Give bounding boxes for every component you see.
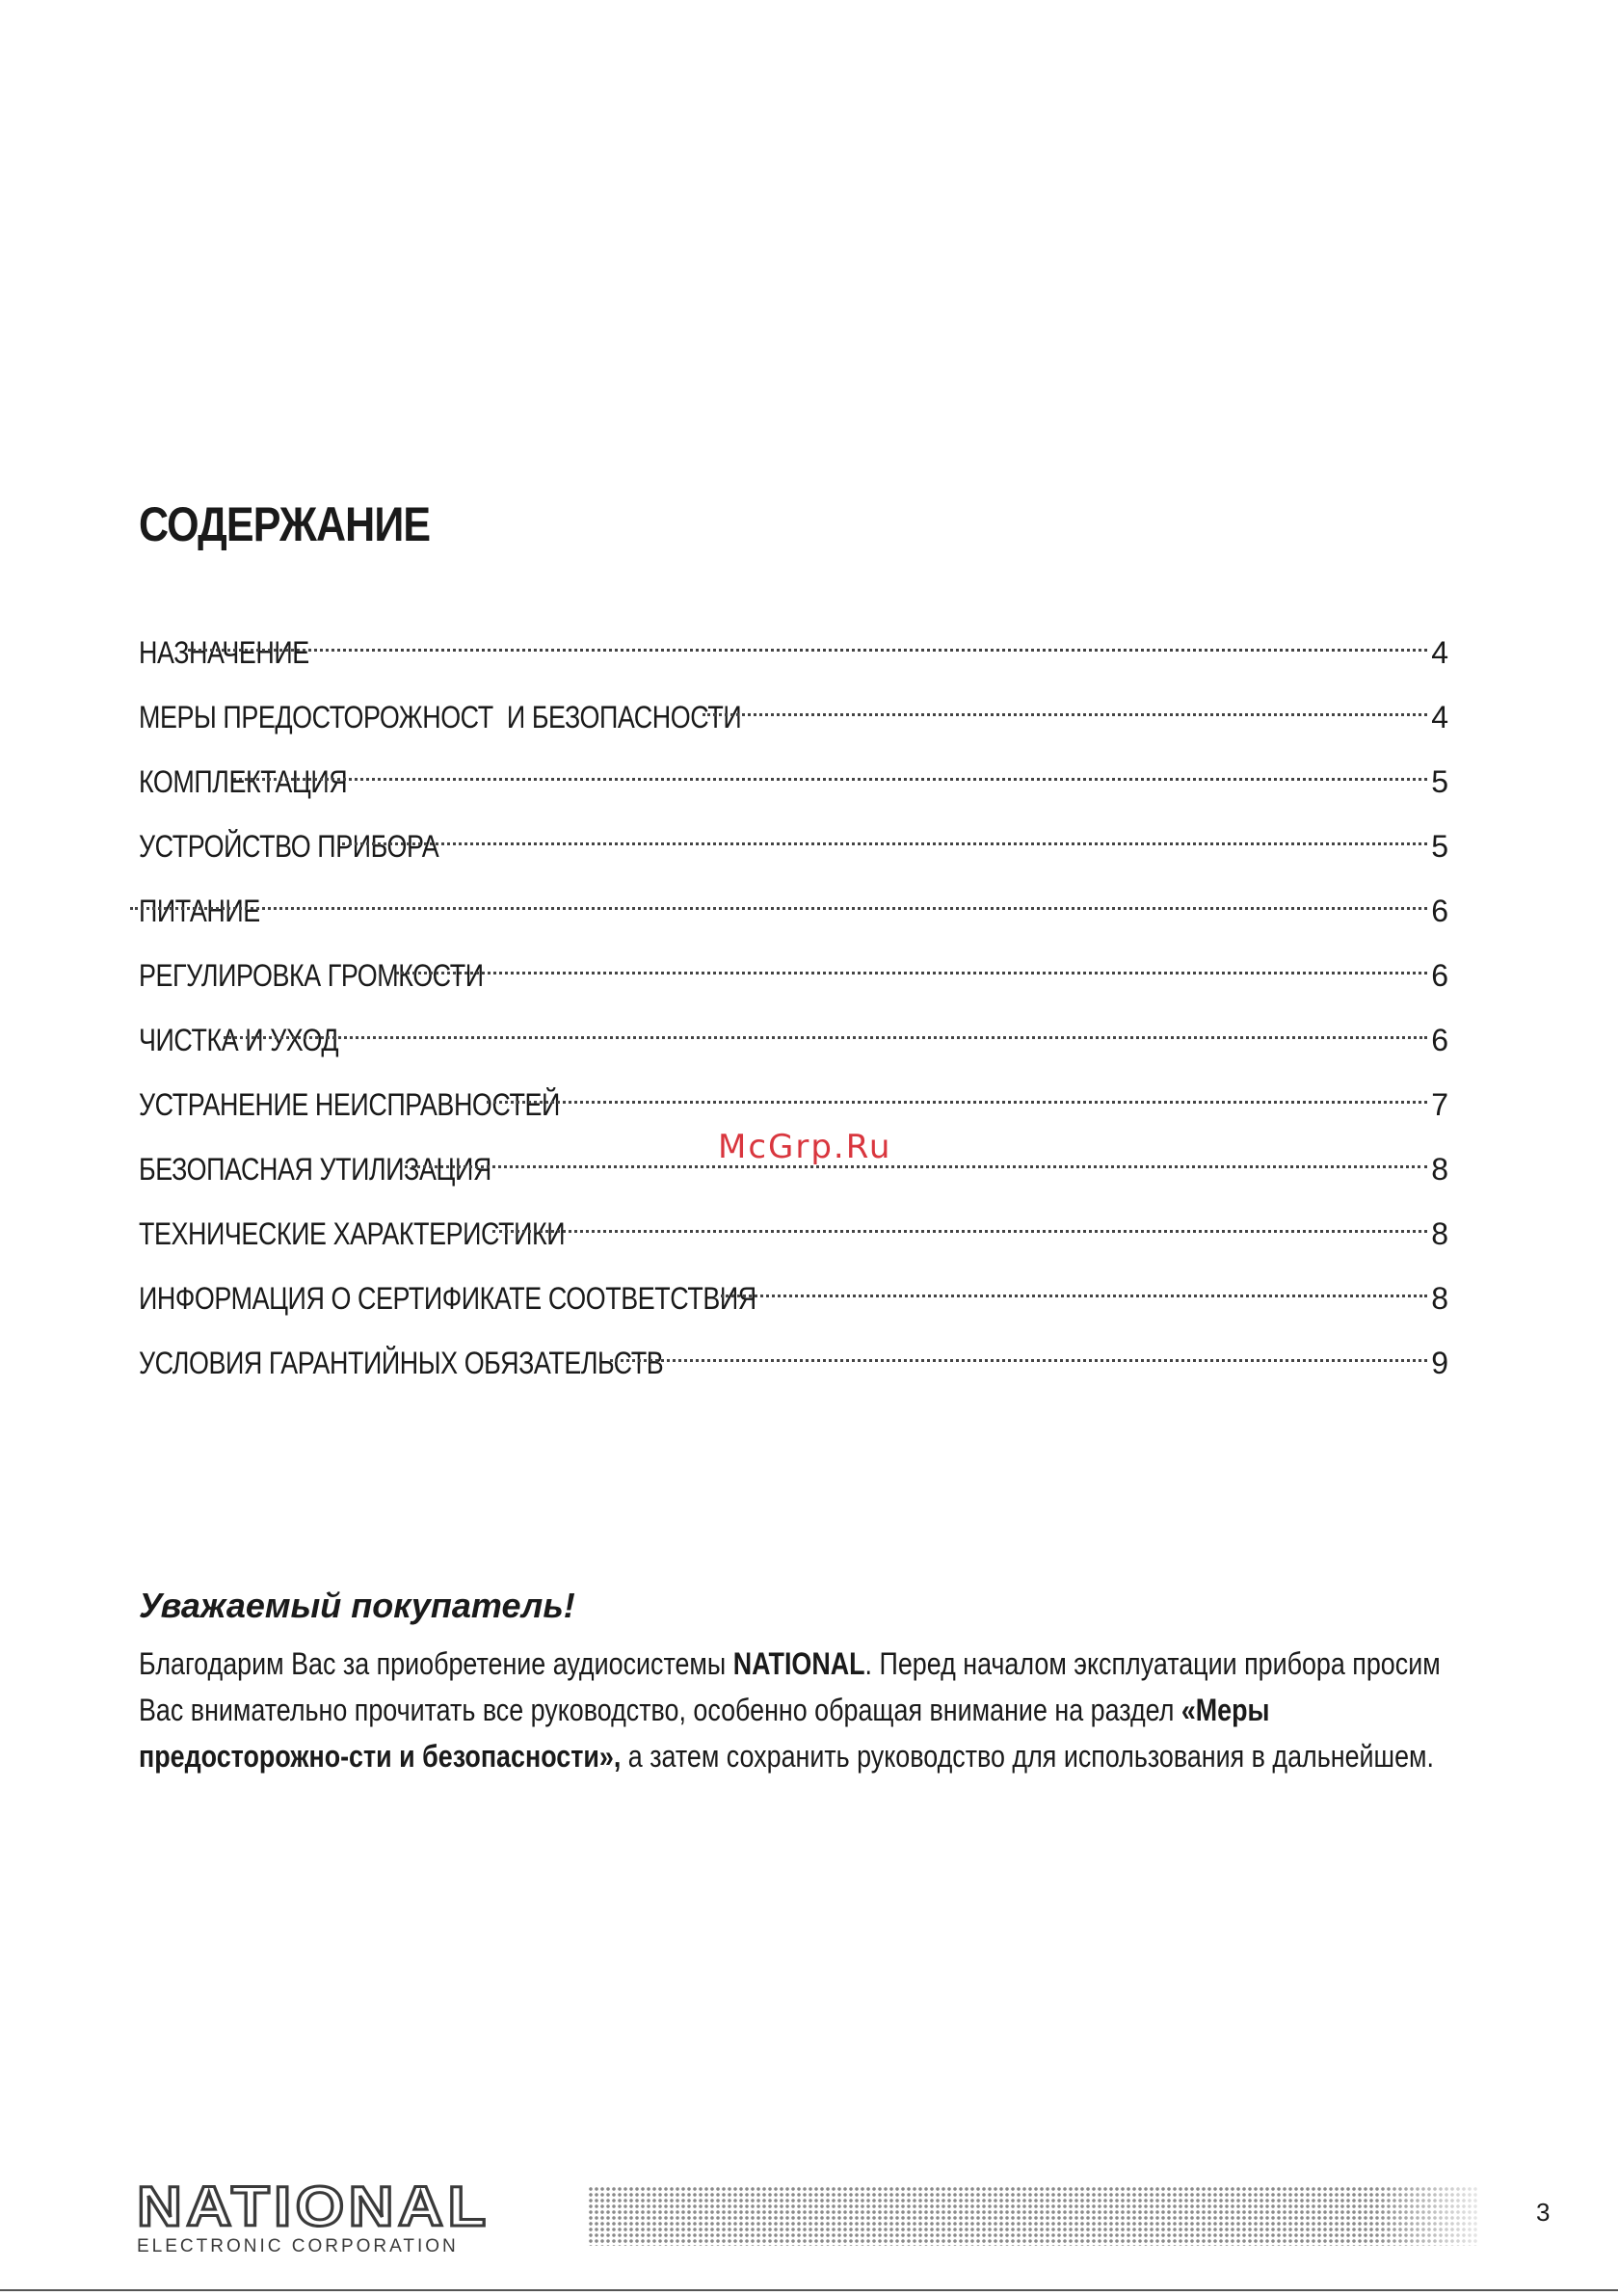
toc-item-page: 9 [1431, 1346, 1448, 1380]
toc-item[interactable] [139, 1002, 1448, 1067]
toc-item-page: 8 [1431, 1281, 1448, 1316]
toc-item[interactable] [139, 1261, 1448, 1325]
toc-item-page: 8 [1431, 1152, 1448, 1187]
toc-item-page: 6 [1431, 958, 1448, 993]
toc-leader-dots [487, 1067, 1427, 1115]
toc-item-page: 4 [1431, 635, 1448, 670]
intro-paragraph [139, 1641, 1478, 1779]
toc-item-label: УСЛОВИЯ ГАРАНТИЙНЫХ ОБЯЗАТЕЛЬСТВ [139, 1346, 664, 1380]
greeting-heading: Уважаемый покупатель! [139, 1586, 575, 1625]
toc-item[interactable] [139, 744, 1448, 809]
toc-item-label: КОМПЛЕКТАЦИЯ [139, 764, 348, 799]
toc-leader-dots [233, 744, 1427, 792]
toc-item-label: ПИТАНИЕ [139, 894, 260, 928]
intro-text: Благодарим Вас за приобретение аудиосистемы [139, 1646, 733, 1681]
intro-text: . Перед началом эксплуатации прибора просим Вас внимательно прочитать все руководство, особенно обращая внимание на раздел [139, 1646, 1441, 1727]
intro-text: а затем сохранить руководство для использования в дальнейшем. [621, 1739, 1434, 1774]
toc-item-page: 7 [1431, 1087, 1448, 1122]
toc-leader-dots [721, 1261, 1427, 1309]
toc-leader-dots [610, 1325, 1427, 1374]
toc-leader-dots [396, 938, 1427, 986]
watermark: McGrp.Ru [718, 1128, 892, 1166]
toc-item[interactable] [139, 873, 1448, 938]
toc-item-page: 6 [1431, 1023, 1448, 1057]
bottom-divider [0, 2289, 1618, 2291]
toc-item[interactable] [139, 809, 1448, 873]
toc-item-page: 5 [1431, 764, 1448, 799]
toc-item[interactable] [139, 1067, 1448, 1132]
toc-item-page: 8 [1431, 1216, 1448, 1251]
toc-item-label: РЕГУЛИРОВКА ГРОМКОСТИ [139, 958, 484, 993]
logo-tagline: ELECTRONIC CORPORATION [137, 2236, 459, 2256]
toc-leader-dots [492, 1196, 1427, 1244]
toc-item[interactable] [139, 1325, 1448, 1390]
toc-item-label: БЕЗОПАСНАЯ УТИЛИЗАЦИЯ [139, 1152, 491, 1187]
toc-item-label: ЧИСТКА И УХОД [139, 1023, 339, 1057]
toc-item-page: 6 [1431, 894, 1448, 928]
toc-item[interactable] [139, 1196, 1448, 1261]
dot-pattern-decoration [588, 2186, 1479, 2246]
toc-leader-dots [342, 809, 1427, 857]
toc-item-label: ТЕХНИЧЕСКИЕ ХАРАКТЕРИСТИКИ [139, 1216, 566, 1251]
toc-item-page: 5 [1431, 829, 1448, 864]
national-logo [137, 2176, 532, 2257]
brand-name: NATIONAL [732, 1646, 865, 1681]
toc-leader-dots [703, 680, 1427, 728]
toc-item[interactable] [139, 680, 1448, 744]
toc-leader-dots [130, 873, 1427, 921]
toc-item-label: ИНФОРМАЦИЯ О СЕРТИФИКАТЕ СООТВЕТСТВИЯ [139, 1281, 756, 1316]
page-number: 3 [1536, 2198, 1551, 2227]
toc-item-label: НАЗНАЧЕНИЕ [139, 635, 309, 670]
toc-item-label: МЕРЫ ПРЕДОСТОРОЖНОСТ И БЕЗОПАСНОСТИ [139, 700, 742, 734]
logo-wordmark: NATIONAL [137, 2176, 491, 2238]
toc-leader-dots [405, 1132, 1427, 1180]
toc-leader-dots [188, 615, 1427, 663]
section-reference: «Меры предосторожно-сти и безопасности», [139, 1693, 1270, 1774]
toc-item-label: УСТРАНЕНИЕ НЕИСПРАВНОСТЕЙ [139, 1087, 560, 1122]
toc-leader-dots [224, 1002, 1427, 1051]
toc-list [139, 615, 1448, 1390]
toc-item-page: 4 [1431, 700, 1448, 734]
toc-item[interactable] [139, 615, 1448, 680]
toc-item[interactable] [139, 938, 1448, 1002]
toc-item-label: УСТРОЙСТВО ПРИБОРА [139, 829, 439, 864]
toc-title: СОДЕРЖАНИЕ [139, 497, 431, 551]
